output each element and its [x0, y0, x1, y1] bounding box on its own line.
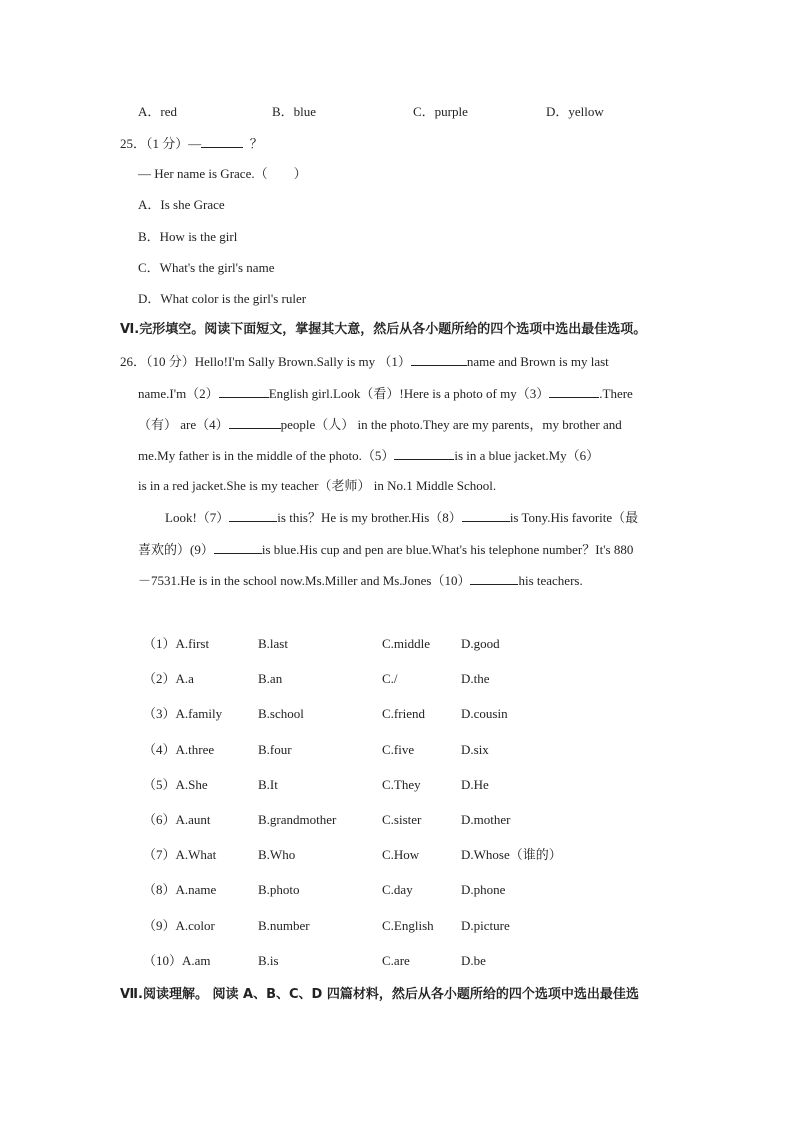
q26-line-1	[120, 351, 609, 372]
cloze-option[interactable]: B.last	[258, 636, 288, 651]
q24-option-c[interactable]: C．purple	[413, 104, 468, 119]
section-7-title: Ⅶ.阅读理解。 阅读 A、B、C、D 四篇材料，然后从各小题所给的四个选项中选出最佳选	[120, 987, 639, 1002]
q26-line-2	[138, 383, 633, 404]
q26-blank-9[interactable]	[214, 539, 262, 554]
q26-text: people（人） in the photo.They are my parents，my brother and	[280, 417, 622, 432]
q25-option-a[interactable]: A．Is she Grace	[138, 197, 225, 212]
cloze-option[interactable]: B.photo	[258, 882, 300, 897]
cloze-option[interactable]: （2）A.a	[143, 671, 194, 686]
cloze-option[interactable]: C.are	[382, 953, 410, 968]
q25-stem	[120, 133, 263, 154]
cloze-option[interactable]: C.English	[382, 918, 434, 933]
q26-text: is this？He is my brother.His（8）	[277, 510, 462, 525]
cloze-option[interactable]: C.day	[382, 882, 413, 897]
cloze-option[interactable]: D.phone	[461, 882, 506, 897]
q24-option-b[interactable]: B．blue	[272, 104, 317, 119]
cloze-option[interactable]: C.five	[382, 742, 415, 757]
cloze-option[interactable]: B.It	[258, 777, 278, 792]
q26-blank-3[interactable]	[549, 383, 599, 398]
q26-text: his teachers.	[518, 573, 583, 588]
q26-line-5: is in a red jacket.She is my teacher（老师） in No.1 Middle School.	[138, 478, 497, 493]
q26-text: is Tony.His favorite（最	[509, 510, 639, 525]
cloze-option[interactable]: D.the	[461, 671, 490, 686]
cloze-option[interactable]: C.friend	[382, 706, 425, 721]
q25-option-b[interactable]: B．How is the girl	[138, 229, 238, 244]
q26-text: is in a blue jacket.My（6）	[454, 448, 600, 463]
q25-answer-line: — Her name is Grace.（ ）	[138, 166, 307, 181]
q26-text: （有） are（4）	[138, 417, 229, 432]
q26-text: .There	[599, 386, 633, 401]
q26-text: Look!（7）	[165, 510, 230, 525]
q26-blank-1[interactable]	[411, 351, 467, 366]
cloze-option[interactable]: D.cousin	[461, 706, 508, 721]
q25-stem-suffix: ？	[249, 136, 263, 151]
cloze-option[interactable]: D.good	[461, 636, 500, 651]
q24-option-a[interactable]: A．red	[138, 104, 177, 119]
q26-line-6	[165, 507, 638, 528]
q26-blank-5[interactable]	[394, 445, 454, 460]
q26-blank-2[interactable]	[219, 383, 269, 398]
q26-text: is blue.His cup and pen are blue.What's his telephone number？It's 880	[261, 542, 634, 557]
q25-option-d[interactable]: D．What color is the girl's ruler	[138, 291, 307, 306]
cloze-option[interactable]: （1）A.first	[143, 636, 210, 651]
cloze-option[interactable]: B.Who	[258, 847, 296, 862]
cloze-option[interactable]: （3）A.family	[143, 706, 223, 721]
cloze-option[interactable]: B.four	[258, 742, 292, 757]
q25-blank[interactable]	[201, 133, 243, 148]
q26-text: 26．（10 分）Hello!I'm Sally Brown.Sally is my （1）	[120, 354, 411, 369]
q26-line-4	[138, 445, 599, 466]
cloze-option[interactable]: D.He	[461, 777, 489, 792]
cloze-option[interactable]: （6）A.aunt	[143, 812, 211, 827]
cloze-option[interactable]: B.is	[258, 953, 279, 968]
q26-blank-4[interactable]	[229, 414, 281, 429]
q25-stem-prefix: 25．（1 分）—	[120, 136, 202, 151]
cloze-option[interactable]: B.number	[258, 918, 310, 933]
q26-text: English girl.Look（看）!Here is a photo of my（3）	[268, 386, 550, 401]
q24-option-d[interactable]: D．yellow	[546, 104, 604, 119]
cloze-option[interactable]: D.six	[461, 742, 489, 757]
cloze-option[interactable]: D.be	[461, 953, 486, 968]
q26-line-7	[138, 539, 633, 560]
q26-blank-10[interactable]	[470, 570, 518, 585]
q26-text: me.My father is in the middle of the photo.（5）	[138, 448, 395, 463]
cloze-option[interactable]: （4）A.three	[143, 742, 215, 757]
cloze-option[interactable]: C.How	[382, 847, 420, 862]
q26-line-3	[138, 414, 622, 435]
section-6-title: Ⅵ.完形填空。阅读下面短文，掌握其大意，然后从各小题所给的四个选项中选出最佳选项。	[120, 322, 647, 337]
cloze-option[interactable]: （8）A.name	[143, 882, 217, 897]
cloze-option[interactable]: C.sister	[382, 812, 422, 827]
cloze-option[interactable]: C.They	[382, 777, 421, 792]
cloze-option[interactable]: （10）A.am	[143, 953, 211, 968]
cloze-option[interactable]: B.school	[258, 706, 304, 721]
cloze-option[interactable]: C.middle	[382, 636, 431, 651]
q26-blank-8[interactable]	[462, 507, 510, 522]
cloze-option[interactable]: （5）A.She	[143, 777, 208, 792]
q26-text: name and Brown is my last	[466, 354, 609, 369]
q26-text: 喜欢的）(9）	[138, 542, 214, 557]
cloze-option[interactable]: D.Whose（谁的）	[461, 847, 562, 862]
cloze-option[interactable]: D.mother	[461, 812, 511, 827]
cloze-option[interactable]: B.an	[258, 671, 283, 686]
q26-text: name.I'm（2）	[138, 386, 219, 401]
cloze-option[interactable]: C./	[382, 671, 398, 686]
cloze-option[interactable]: （9）A.color	[143, 918, 215, 933]
q26-line-8	[138, 570, 583, 591]
cloze-option[interactable]: （7）A.What	[143, 847, 217, 862]
cloze-option[interactable]: B.grandmother	[258, 812, 337, 827]
q25-option-c[interactable]: C．What's the girl's name	[138, 260, 275, 275]
cloze-option[interactable]: D.picture	[461, 918, 510, 933]
q26-blank-7[interactable]	[229, 507, 277, 522]
q26-text: －7531.He is in the school now.Ms.Miller and Ms.Jones（10）	[138, 573, 471, 588]
